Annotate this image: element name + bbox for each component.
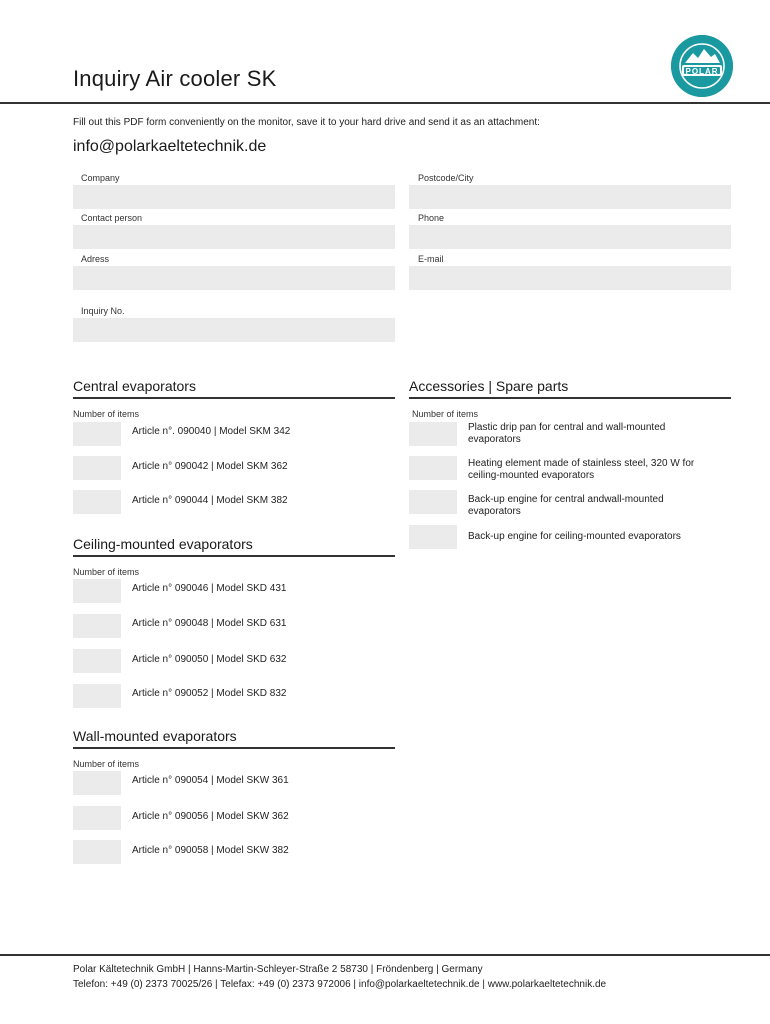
postcode-label: Postcode/City xyxy=(418,173,474,183)
company-label: Company xyxy=(81,173,120,183)
central-item-2: Article n° 090042 | Model SKM 362 xyxy=(132,461,288,472)
accessories-qty-input-1[interactable] xyxy=(409,422,457,446)
ceiling-divider xyxy=(73,555,395,557)
ceiling-qty-input-2[interactable] xyxy=(73,614,121,638)
address-label: Adress xyxy=(81,254,110,264)
contact-email-heading: info@polarkaeltetechnik.de xyxy=(73,138,267,155)
central-count-label: Number of items xyxy=(73,409,140,419)
logo-text: POLAR xyxy=(685,67,719,76)
inquiry-no-field[interactable] xyxy=(73,318,395,342)
email-label: E-mail xyxy=(418,254,444,264)
wall-item-3: Article n° 090058 | Model SKW 382 xyxy=(132,845,289,856)
wall-qty-input-3[interactable] xyxy=(73,840,121,864)
ceiling-count-label: Number of items xyxy=(73,567,140,577)
accessories-item-4: Back-up engine for ceiling-mounted evaporators xyxy=(468,531,681,542)
accessories-count-label: Number of items xyxy=(412,409,479,419)
central-evaporators-title: Central evaporators xyxy=(73,378,196,394)
header-divider xyxy=(0,102,770,104)
company-field[interactable] xyxy=(73,185,395,209)
ceiling-item-1: Article n° 090046 | Model SKD 431 xyxy=(132,583,287,594)
intro-text: Fill out this PDF form conveniently on the monitor, save it to your hard drive and send it as an attachment: xyxy=(73,117,540,128)
wall-count-label: Number of items xyxy=(73,759,140,769)
ceiling-item-4: Article n° 090052 | Model SKD 832 xyxy=(132,688,287,699)
wall-item-2: Article n° 090056 | Model SKW 362 xyxy=(132,811,289,822)
wall-qty-input-1[interactable] xyxy=(73,771,121,795)
footer-contact: Telefon: +49 (0) 2373 70025/26 | Telefax: +49 (0) 2373 972006 | info@polarkaeltetechnik.de | www.polarkaeltetechnik.de xyxy=(73,979,607,990)
accessories-qty-input-4[interactable] xyxy=(409,525,457,549)
address-field[interactable] xyxy=(73,266,395,290)
footer-divider xyxy=(0,954,770,956)
ceiling-item-2: Article n° 090048 | Model SKD 631 xyxy=(132,618,287,629)
contact-person-field[interactable] xyxy=(73,225,395,249)
central-qty-input-3[interactable] xyxy=(73,490,121,514)
logo-mountain-icon xyxy=(671,35,733,97)
accessories-item-3: Back-up engine for central andwall-mounted evaporators xyxy=(468,494,664,517)
polar-logo xyxy=(671,35,733,97)
footer-address: Polar Kältetechnik GmbH | Hanns-Martin-Schleyer-Straße 2 58730 | Fröndenberg | Germany xyxy=(73,964,483,975)
central-item-1: Article n°. 090040 | Model SKM 342 xyxy=(132,426,291,437)
email-field[interactable] xyxy=(409,266,731,290)
accessories-item-2: Heating element made of stainless steel, 320 W for ceiling-mounted evaporators xyxy=(468,458,695,481)
wall-item-1: Article n° 090054 | Model SKW 361 xyxy=(132,775,289,786)
postcode-city-field[interactable] xyxy=(409,185,731,209)
accessories-qty-input-3[interactable] xyxy=(409,490,457,514)
central-item-3: Article n° 090044 | Model SKM 382 xyxy=(132,495,288,506)
wall-divider xyxy=(73,747,395,749)
ceiling-evaporators-title: Ceiling-mounted evaporators xyxy=(73,536,253,552)
central-divider xyxy=(73,397,395,399)
central-qty-input-1[interactable] xyxy=(73,422,121,446)
inquiry-no-label: Inquiry No. xyxy=(81,306,125,316)
wall-qty-input-2[interactable] xyxy=(73,806,121,830)
ceiling-qty-input-3[interactable] xyxy=(73,649,121,673)
wall-evaporators-title: Wall-mounted evaporators xyxy=(73,728,237,744)
ceiling-item-3: Article n° 090050 | Model SKD 632 xyxy=(132,654,287,665)
accessories-title: Accessories | Spare parts xyxy=(409,378,569,394)
accessories-qty-input-2[interactable] xyxy=(409,456,457,480)
accessories-item-1: Plastic drip pan for central and wall-mounted evaporators xyxy=(468,422,666,445)
page-title: Inquiry Air cooler SK xyxy=(73,66,277,91)
phone-field[interactable] xyxy=(409,225,731,249)
central-qty-input-2[interactable] xyxy=(73,456,121,480)
accessories-divider xyxy=(409,397,731,399)
ceiling-qty-input-1[interactable] xyxy=(73,579,121,603)
phone-label: Phone xyxy=(418,213,445,223)
contact-person-label: Contact person xyxy=(81,213,143,223)
ceiling-qty-input-4[interactable] xyxy=(73,684,121,708)
